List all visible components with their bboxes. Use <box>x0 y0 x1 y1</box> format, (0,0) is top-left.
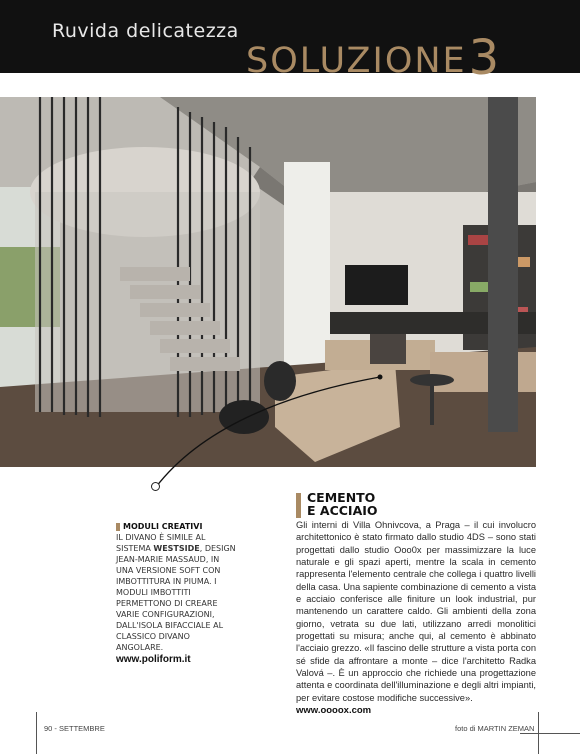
sidebar-caption <box>116 521 238 665</box>
accent-bar <box>296 493 301 518</box>
article-title-line2: E ACCIAIO <box>307 503 378 518</box>
article-body: Gli interni di Villa Ohnivcova, a Praga – il cui involucro architettonico è stato firmato dallo studio 4DS – sono stati progettati dallo studio Ooo0x per massimizzare la luce naturale e gli spazi aperti, mentre la scala in cemento rappresenta l'elemento centrale che collega i quattro livelli della casa. Una sapiente combinazione di cemento a vista e acciaio conferisce alle finiture un look industrial, pur mantenendo un carattere caldo. Gli ambienti della zona giorno, vetrata su due lati, utilizzano arredi monolitici progettati su misura; anche qui, al cemento è abbinato l'acciaio grezzo. «Il fascino delle strutture a vista porta con sé sfide da affrontare a monte – dice l'architetto Radka Valová –. È un approccio che richiede una progettazione attenta e coordinata dell'illuminazione e degli altri impianti, per evitare costose modifiche successive». <box>296 520 536 703</box>
accent-mark <box>116 523 120 531</box>
sidebar-heading-text: MODULI CREATIVI <box>123 522 203 531</box>
soluzione-word: SOLUZIONE <box>246 41 467 81</box>
interior-photo-illustration <box>0 97 536 467</box>
photo-credit: foto di MARTIN ZEMAN <box>455 724 535 733</box>
crop-mark-left <box>36 712 37 754</box>
sidebar-url[interactable]: www.poliform.it <box>116 654 191 665</box>
article-heading <box>296 491 378 518</box>
crop-mark-horizontal <box>520 733 580 734</box>
callout-dot <box>151 482 160 491</box>
interior-photo <box>0 97 536 467</box>
sidebar-text-before: IL DIVANO È SIMILE AL SISTEMA <box>116 533 206 553</box>
article-url[interactable]: www.oooox.com <box>296 705 372 716</box>
sidebar-brand: WESTSIDE <box>153 544 200 553</box>
sidebar-text <box>116 532 238 653</box>
soluzione-number: 3 <box>468 30 500 86</box>
section-title: Ruvida delicatezza <box>52 20 239 42</box>
page-label: 90 - SETTEMBRE <box>44 724 105 733</box>
sidebar-text-after: , DESIGN JEAN-MARIE MASSAUD, IN UNA VERSIONE SOFT CON IMBOTTITURA IN PIUMA. I MODULI IMBOTTITI PERMETTONO DI CREARE VARIE CONFIGURAZIONI, DALL'ISOLA BIFACCIALE AL CLASSICO DIVANO ANGOLARE. <box>116 544 236 652</box>
sidebar-heading <box>116 521 238 532</box>
soluzione-heading <box>246 30 500 86</box>
article-title-line1: CEMENTO <box>307 490 376 505</box>
